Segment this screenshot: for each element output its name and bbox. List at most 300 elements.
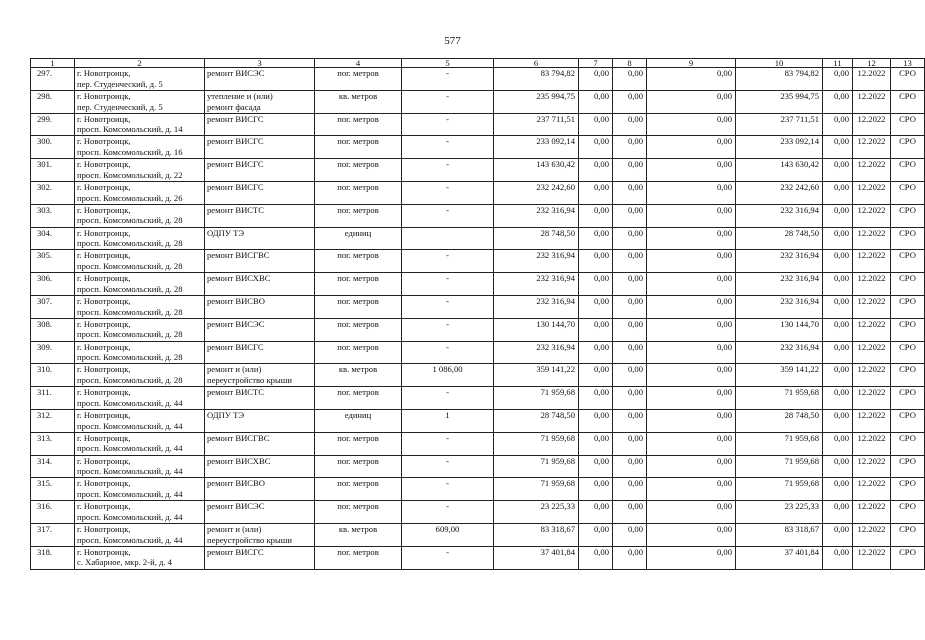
volume-cell: -: [402, 90, 494, 113]
work-type-cell-line-1: ремонт ВИСТС: [207, 204, 265, 215]
work-type-cell: [205, 341, 315, 364]
work-type-cell: [205, 273, 315, 296]
row-number: 314.: [31, 455, 75, 478]
work-type-cell: [205, 250, 315, 273]
other-funds-cell: 0,00: [823, 227, 853, 250]
work-type-cell-line-1: ремонт ВИСТС: [207, 387, 265, 398]
address-cell: [75, 387, 205, 410]
work-type-cell-line-1: ремонт ВИСГВС: [207, 432, 270, 443]
table-row: [31, 295, 925, 318]
table-row: [31, 341, 925, 364]
table-row: [31, 136, 925, 159]
table-row: [31, 478, 925, 501]
unit-cell: пог. метров: [315, 68, 402, 91]
work-type-cell-line-1: ремонт ВИСГС: [207, 181, 264, 192]
address-cell-line-1: г. Новотроицк,: [77, 250, 131, 261]
volume-cell: -: [402, 159, 494, 182]
other-funds-cell: 0,00: [823, 523, 853, 546]
unit-cell: пог. метров: [315, 478, 402, 501]
address-cell-line-1: г. Новотроицк,: [77, 181, 131, 192]
budget-cell: 0,00: [613, 273, 647, 296]
address-cell-line-1: г. Новотроицк,: [77, 501, 131, 512]
work-type-cell-line-1: ремонт ВИСЭС: [207, 318, 265, 329]
unit-cell: пог. метров: [315, 159, 402, 182]
work-type-cell: [205, 432, 315, 455]
local-budget-cell: 0,00: [647, 273, 736, 296]
fund-cell: 0,00: [579, 250, 613, 273]
unit-cell: пог. метров: [315, 204, 402, 227]
other-funds-cell: 0,00: [823, 455, 853, 478]
work-type-cell-line-1: ремонт ВИСХВС: [207, 273, 271, 284]
address-cell: [75, 364, 205, 387]
other-funds-cell: 0,00: [823, 113, 853, 136]
table-row: [31, 113, 925, 136]
unit-cell: кв. метров: [315, 523, 402, 546]
row-number: 317.: [31, 523, 75, 546]
cost-total-cell: 71 959,68: [494, 478, 579, 501]
column-header-2: 2: [75, 59, 205, 68]
deadline-cell: 12.2022: [853, 501, 891, 524]
other-funds-cell: 0,00: [823, 136, 853, 159]
owners-funds-cell: 37 401,84: [736, 546, 823, 569]
work-type-cell-line-1: ремонт и (или): [207, 364, 262, 375]
volume-cell: -: [402, 113, 494, 136]
unit-cell: пог. метров: [315, 250, 402, 273]
address-cell: [75, 136, 205, 159]
row-number: 307.: [31, 295, 75, 318]
local-budget-cell: 0,00: [647, 181, 736, 204]
row-number: 306.: [31, 273, 75, 296]
work-type-cell: [205, 90, 315, 113]
owners-funds-cell: 71 959,68: [736, 478, 823, 501]
method-cell: СРО: [891, 387, 925, 410]
owners-funds-cell: 23 225,33: [736, 501, 823, 524]
local-budget-cell: 0,00: [647, 250, 736, 273]
address-cell-line-1: г. Новотроицк,: [77, 318, 131, 329]
column-header-12: 12: [853, 59, 891, 68]
fund-cell: 0,00: [579, 90, 613, 113]
work-type-cell-line-1: ремонт ВИСХВС: [207, 455, 271, 466]
deadline-cell: 12.2022: [853, 478, 891, 501]
volume-cell: -: [402, 501, 494, 524]
column-header-3: 3: [205, 59, 315, 68]
work-type-cell: [205, 364, 315, 387]
table-row: [31, 227, 925, 250]
deadline-cell: 12.2022: [853, 523, 891, 546]
work-type-cell: [205, 295, 315, 318]
address-cell: [75, 90, 205, 113]
local-budget-cell: 0,00: [647, 295, 736, 318]
method-cell: СРО: [891, 295, 925, 318]
capital-repair-table: [30, 58, 925, 570]
method-cell: СРО: [891, 409, 925, 432]
cost-total-cell: 71 959,68: [494, 432, 579, 455]
address-cell-line-2: просп. Комсомольский, д. 28: [77, 375, 183, 386]
other-funds-cell: 0,00: [823, 250, 853, 273]
cost-total-cell: 130 144,70: [494, 318, 579, 341]
work-type-cell: [205, 409, 315, 432]
volume-cell: -: [402, 455, 494, 478]
local-budget-cell: 0,00: [647, 546, 736, 569]
deadline-cell: 12.2022: [853, 455, 891, 478]
work-type-cell-line-2: переустройство крыши: [207, 375, 292, 386]
address-cell-line-1: г. Новотроицк,: [77, 204, 131, 215]
table-row: [31, 455, 925, 478]
budget-cell: 0,00: [613, 295, 647, 318]
work-type-cell-line-1: ОДПУ ТЭ: [207, 227, 245, 238]
deadline-cell: 12.2022: [853, 113, 891, 136]
budget-cell: 0,00: [613, 318, 647, 341]
table-row: [31, 204, 925, 227]
address-cell: [75, 204, 205, 227]
table-body: [31, 68, 925, 570]
column-header-4: 4: [315, 59, 402, 68]
table-row: [31, 90, 925, 113]
owners-funds-cell: 130 144,70: [736, 318, 823, 341]
row-number: 310.: [31, 364, 75, 387]
cost-total-cell: 235 994,75: [494, 90, 579, 113]
owners-funds-cell: 71 959,68: [736, 387, 823, 410]
fund-cell: 0,00: [579, 227, 613, 250]
budget-cell: 0,00: [613, 409, 647, 432]
work-type-cell: [205, 227, 315, 250]
table-row: [31, 181, 925, 204]
page-number: 577: [444, 35, 461, 47]
address-cell-line-1: г. Новотроицк,: [77, 341, 131, 352]
local-budget-cell: 0,00: [647, 341, 736, 364]
work-type-cell-line-1: ремонт ВИСГС: [207, 159, 264, 170]
address-cell: [75, 501, 205, 524]
fund-cell: 0,00: [579, 204, 613, 227]
local-budget-cell: 0,00: [647, 113, 736, 136]
deadline-cell: 12.2022: [853, 159, 891, 182]
work-type-cell-line-1: ремонт ВИСВО: [207, 478, 265, 489]
owners-funds-cell: 83 794,82: [736, 68, 823, 91]
column-header-13: 13: [891, 59, 925, 68]
work-type-cell: [205, 455, 315, 478]
budget-cell: 0,00: [613, 136, 647, 159]
work-type-cell-line-1: ремонт ВИСГВС: [207, 250, 270, 261]
row-number: 301.: [31, 159, 75, 182]
table-row: [31, 159, 925, 182]
owners-funds-cell: 232 316,94: [736, 341, 823, 364]
fund-cell: 0,00: [579, 364, 613, 387]
owners-funds-cell: 237 711,51: [736, 113, 823, 136]
address-cell: [75, 409, 205, 432]
method-cell: СРО: [891, 250, 925, 273]
work-type-cell: [205, 159, 315, 182]
row-number: 316.: [31, 501, 75, 524]
other-funds-cell: 0,00: [823, 273, 853, 296]
owners-funds-cell: 235 994,75: [736, 90, 823, 113]
fund-cell: 0,00: [579, 113, 613, 136]
address-cell: [75, 318, 205, 341]
row-number: 304.: [31, 227, 75, 250]
work-type-cell-line-1: ОДПУ ТЭ: [207, 409, 245, 420]
volume-cell: -: [402, 136, 494, 159]
owners-funds-cell: 28 748,50: [736, 227, 823, 250]
cost-total-cell: 28 748,50: [494, 409, 579, 432]
method-cell: СРО: [891, 273, 925, 296]
cost-total-cell: 232 316,94: [494, 341, 579, 364]
method-cell: СРО: [891, 204, 925, 227]
deadline-cell: 12.2022: [853, 318, 891, 341]
work-type-cell: [205, 68, 315, 91]
row-number: 302.: [31, 181, 75, 204]
owners-funds-cell: 232 316,94: [736, 250, 823, 273]
address-cell: [75, 159, 205, 182]
budget-cell: 0,00: [613, 523, 647, 546]
unit-cell: пог. метров: [315, 181, 402, 204]
column-header-11: 11: [823, 59, 853, 68]
table-row: [31, 501, 925, 524]
address-cell-line-1: г. Новотроицк,: [77, 113, 131, 124]
deadline-cell: 12.2022: [853, 387, 891, 410]
address-cell: [75, 250, 205, 273]
cost-total-cell: 232 316,94: [494, 250, 579, 273]
local-budget-cell: 0,00: [647, 68, 736, 91]
work-type-cell-line-2: ремонт фасада: [207, 101, 261, 112]
cost-total-cell: 232 316,94: [494, 273, 579, 296]
cost-total-cell: 37 401,84: [494, 546, 579, 569]
cost-total-cell: 359 141,22: [494, 364, 579, 387]
address-cell: [75, 227, 205, 250]
cost-total-cell: 237 711,51: [494, 113, 579, 136]
budget-cell: 0,00: [613, 387, 647, 410]
address-cell: [75, 113, 205, 136]
address-cell-line-1: г. Новотроицк,: [77, 68, 131, 78]
volume-cell: -: [402, 250, 494, 273]
work-type-cell-line-1: ремонт ВИСВО: [207, 295, 265, 306]
method-cell: СРО: [891, 113, 925, 136]
fund-cell: 0,00: [579, 295, 613, 318]
cost-total-cell: 232 242,60: [494, 181, 579, 204]
row-number: 303.: [31, 204, 75, 227]
local-budget-cell: 0,00: [647, 318, 736, 341]
row-number: 297.: [31, 68, 75, 91]
work-type-cell-line-1: утепление и (или): [207, 90, 273, 101]
fund-cell: 0,00: [579, 387, 613, 410]
unit-cell: пог. метров: [315, 113, 402, 136]
address-cell-line-1: г. Новотроицк,: [77, 523, 131, 534]
other-funds-cell: 0,00: [823, 295, 853, 318]
volume-cell: -: [402, 295, 494, 318]
deadline-cell: 12.2022: [853, 136, 891, 159]
work-type-cell: [205, 181, 315, 204]
deadline-cell: 12.2022: [853, 295, 891, 318]
deadline-cell: 12.2022: [853, 273, 891, 296]
address-cell-line-1: г. Новотроицк,: [77, 227, 131, 238]
address-cell-line-2: просп. Комсомольский, д. 44: [77, 511, 183, 522]
cost-total-cell: 143 630,42: [494, 159, 579, 182]
unit-cell: кв. метров: [315, 90, 402, 113]
column-header-8: 8: [613, 59, 647, 68]
address-cell-line-2: просп. Комсомольский, д. 28: [77, 352, 183, 363]
other-funds-cell: 0,00: [823, 409, 853, 432]
column-header-5: 5: [402, 59, 494, 68]
budget-cell: 0,00: [613, 159, 647, 182]
work-type-cell: [205, 387, 315, 410]
budget-cell: 0,00: [613, 455, 647, 478]
header-row: [31, 59, 925, 68]
deadline-cell: 12.2022: [853, 250, 891, 273]
table-row: [31, 546, 925, 569]
method-cell: СРО: [891, 455, 925, 478]
row-number: 298.: [31, 90, 75, 113]
table-row: [31, 387, 925, 410]
other-funds-cell: 0,00: [823, 159, 853, 182]
row-number: 305.: [31, 250, 75, 273]
table-row: [31, 432, 925, 455]
unit-cell: пог. метров: [315, 432, 402, 455]
row-number: 300.: [31, 136, 75, 159]
address-cell-line-2: просп. Комсомольский, д. 28: [77, 261, 183, 272]
deadline-cell: 12.2022: [853, 181, 891, 204]
other-funds-cell: 0,00: [823, 546, 853, 569]
address-cell: [75, 68, 205, 91]
budget-cell: 0,00: [613, 227, 647, 250]
work-type-cell: [205, 501, 315, 524]
owners-funds-cell: 71 959,68: [736, 455, 823, 478]
local-budget-cell: 0,00: [647, 136, 736, 159]
volume-cell: -: [402, 273, 494, 296]
cost-total-cell: 28 748,50: [494, 227, 579, 250]
other-funds-cell: 0,00: [823, 204, 853, 227]
address-cell-line-2: с. Хабарное, мкр. 2-й, д. 4: [77, 557, 172, 568]
address-cell-line-2: просп. Комсомольский, д. 28: [77, 215, 183, 226]
fund-cell: 0,00: [579, 478, 613, 501]
address-cell-line-1: г. Новотроицк,: [77, 273, 131, 284]
table-row: [31, 68, 925, 91]
volume-cell: [402, 227, 494, 250]
local-budget-cell: 0,00: [647, 364, 736, 387]
fund-cell: 0,00: [579, 318, 613, 341]
local-budget-cell: 0,00: [647, 501, 736, 524]
cost-total-cell: 233 092,14: [494, 136, 579, 159]
volume-cell: -: [402, 432, 494, 455]
method-cell: СРО: [891, 341, 925, 364]
owners-funds-cell: 233 092,14: [736, 136, 823, 159]
work-type-cell-line-1: ремонт ВИСГС: [207, 136, 264, 147]
fund-cell: 0,00: [579, 409, 613, 432]
cost-total-cell: 83 318,67: [494, 523, 579, 546]
address-cell: [75, 273, 205, 296]
cost-total-cell: 232 316,94: [494, 295, 579, 318]
unit-cell: пог. метров: [315, 273, 402, 296]
budget-cell: 0,00: [613, 478, 647, 501]
address-cell-line-2: просп. Комсомольский, д. 26: [77, 192, 183, 203]
address-cell-line-2: просп. Комсомольский, д. 44: [77, 420, 183, 431]
address-cell-line-2: просп. Комсомольский, д. 28: [77, 238, 183, 249]
method-cell: СРО: [891, 478, 925, 501]
other-funds-cell: 0,00: [823, 387, 853, 410]
deadline-cell: 12.2022: [853, 227, 891, 250]
address-cell-line-2: просп. Комсомольский, д. 44: [77, 534, 183, 545]
cost-total-cell: 71 959,68: [494, 387, 579, 410]
address-cell: [75, 523, 205, 546]
unit-cell: пог. метров: [315, 501, 402, 524]
fund-cell: 0,00: [579, 455, 613, 478]
owners-funds-cell: 232 242,60: [736, 181, 823, 204]
address-cell-line-2: просп. Комсомольский, д. 28: [77, 283, 183, 294]
unit-cell: единиц: [315, 409, 402, 432]
local-budget-cell: 0,00: [647, 455, 736, 478]
address-cell-line-1: г. Новотроицк,: [77, 90, 131, 101]
deadline-cell: 12.2022: [853, 364, 891, 387]
local-budget-cell: 0,00: [647, 523, 736, 546]
deadline-cell: 12.2022: [853, 546, 891, 569]
work-type-cell: [205, 204, 315, 227]
unit-cell: пог. метров: [315, 341, 402, 364]
method-cell: СРО: [891, 364, 925, 387]
address-cell-line-2: просп. Комсомольский, д. 44: [77, 466, 183, 477]
table-row: [31, 250, 925, 273]
work-type-cell: [205, 478, 315, 501]
address-cell-line-1: г. Новотроицк,: [77, 159, 131, 170]
owners-funds-cell: 143 630,42: [736, 159, 823, 182]
volume-cell: 1 086,00: [402, 364, 494, 387]
owners-funds-cell: 83 318,67: [736, 523, 823, 546]
fund-cell: 0,00: [579, 501, 613, 524]
row-number: 311.: [31, 387, 75, 410]
address-cell-line-2: просп. Комсомольский, д. 44: [77, 397, 183, 408]
address-cell-line-2: просп. Комсомольский, д. 28: [77, 329, 183, 340]
owners-funds-cell: 232 316,94: [736, 273, 823, 296]
method-cell: СРО: [891, 159, 925, 182]
budget-cell: 0,00: [613, 341, 647, 364]
fund-cell: 0,00: [579, 181, 613, 204]
table-row: [31, 409, 925, 432]
budget-cell: 0,00: [613, 68, 647, 91]
local-budget-cell: 0,00: [647, 90, 736, 113]
deadline-cell: 12.2022: [853, 68, 891, 91]
volume-cell: -: [402, 478, 494, 501]
work-type-cell-line-1: ремонт ВИСГС: [207, 113, 264, 124]
row-number: 318.: [31, 546, 75, 569]
cost-total-cell: 23 225,33: [494, 501, 579, 524]
deadline-cell: 12.2022: [853, 432, 891, 455]
fund-cell: 0,00: [579, 432, 613, 455]
volume-cell: -: [402, 68, 494, 91]
volume-cell: -: [402, 546, 494, 569]
address-cell-line-1: г. Новотроицк,: [77, 546, 131, 557]
work-type-cell: [205, 523, 315, 546]
cost-total-cell: 232 316,94: [494, 204, 579, 227]
address-cell: [75, 181, 205, 204]
owners-funds-cell: 359 141,22: [736, 364, 823, 387]
owners-funds-cell: 28 748,50: [736, 409, 823, 432]
address-cell: [75, 295, 205, 318]
table-row: [31, 273, 925, 296]
method-cell: СРО: [891, 227, 925, 250]
row-number: 299.: [31, 113, 75, 136]
other-funds-cell: 0,00: [823, 364, 853, 387]
address-cell-line-2: просп. Комсомольский, д. 14: [77, 124, 183, 135]
work-type-cell: [205, 546, 315, 569]
row-number: 309.: [31, 341, 75, 364]
owners-funds-cell: 232 316,94: [736, 295, 823, 318]
budget-cell: 0,00: [613, 204, 647, 227]
deadline-cell: 12.2022: [853, 341, 891, 364]
budget-cell: 0,00: [613, 364, 647, 387]
work-type-cell-line-1: ремонт и (или): [207, 523, 262, 534]
cost-total-cell: 83 794,82: [494, 68, 579, 91]
fund-cell: 0,00: [579, 273, 613, 296]
row-number: 308.: [31, 318, 75, 341]
local-budget-cell: 0,00: [647, 387, 736, 410]
volume-cell: -: [402, 341, 494, 364]
budget-cell: 0,00: [613, 546, 647, 569]
